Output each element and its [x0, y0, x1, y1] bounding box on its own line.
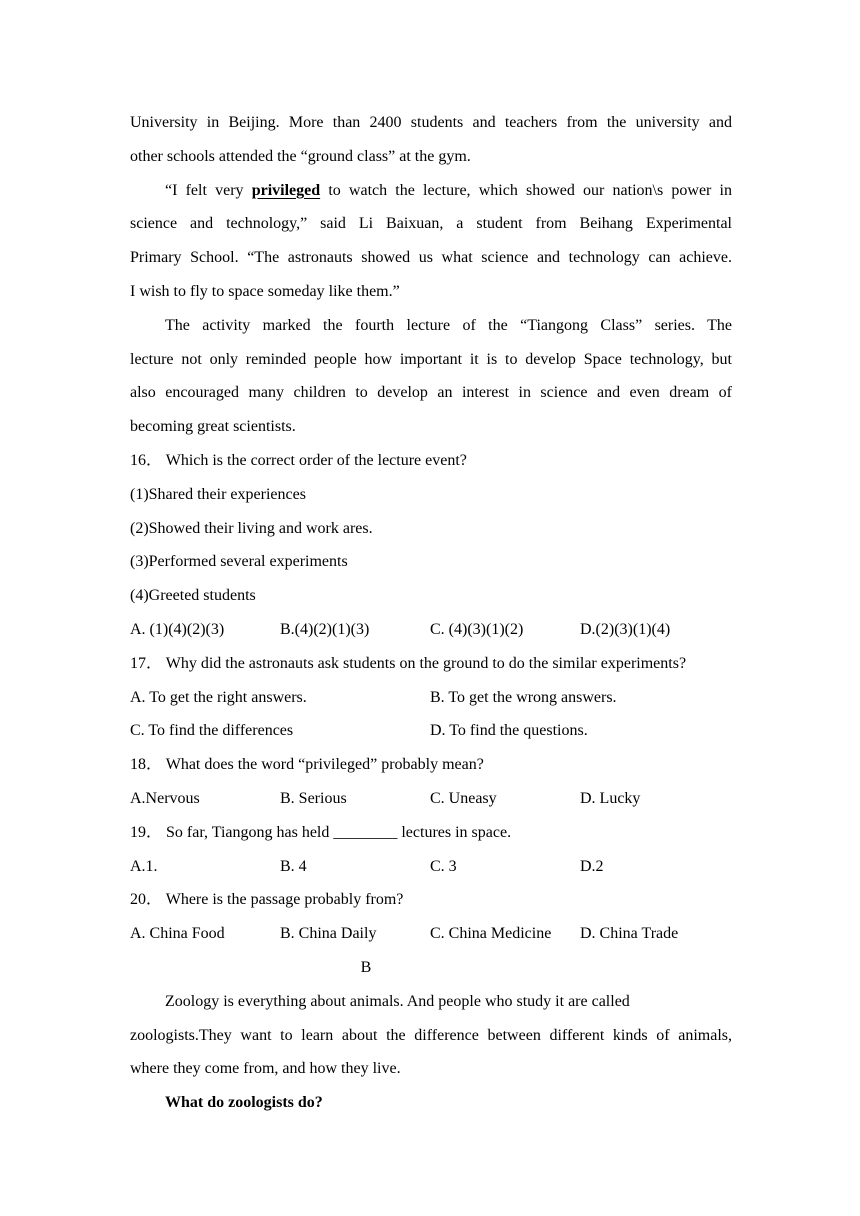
paragraph-line: University in Beijing. More than 2400 students and teachers from the university and [130, 114, 732, 131]
document-body [130, 106, 732, 1120]
paragraph-line: Zoology is everything about animals. And people who study it are called [165, 992, 630, 1010]
paragraph-line: I wish to fly to space someday like them.” [130, 282, 400, 300]
paragraph-line: Primary School. “The astronauts showed us what science and technology can achieve. [130, 249, 732, 267]
option-a: A.Nervous [130, 789, 200, 807]
quote-paragraph-line [130, 174, 732, 208]
option-b: B. China Daily [280, 925, 377, 943]
option-d: D. Lucky [580, 789, 641, 807]
paragraph-line: zoologists.They want to learn about the difference between different kinds of animals, [130, 1026, 732, 1044]
option-b: B. 4 [280, 857, 307, 875]
paragraph-line: where they come from, and how they live. [130, 1060, 401, 1078]
option-d: D. To find the questions. [430, 722, 588, 740]
question-16-item: (4)Greeted students [130, 587, 256, 605]
question-16-options [130, 613, 732, 647]
question-19-stem: 19． So far, Tiangong has held ________ lectures in space. [130, 823, 512, 841]
question-20-stem: 20． Where is the passage probably from? [130, 891, 404, 909]
paragraph-line: lecture not only reminded people how important it is to develop Space technology, but [130, 350, 732, 368]
question-16-item: (3)Performed several experiments [130, 553, 348, 571]
paragraph-line: also encouraged many children to develop an interest in science and even dream of [130, 384, 732, 402]
paragraph-line: becoming great scientists. [130, 418, 296, 436]
option-c: C. Uneasy [430, 789, 497, 807]
option-b: B. Serious [280, 789, 347, 807]
quote-text: “I felt very [165, 181, 252, 199]
question-17-stem: 17． Why did the astronauts ask students on the ground to do the similar experiments? [130, 654, 687, 672]
question-19-options [130, 850, 732, 884]
option-d: D. China Trade [580, 925, 679, 943]
question-17-options-row1 [130, 681, 732, 715]
paragraph-line: science and technology,” said Li Baixuan, a student from Beihang Experimental [130, 215, 732, 233]
option-d: D.(2)(3)(1)(4) [580, 620, 671, 638]
option-c: C. To find the differences [130, 722, 294, 740]
option-d: D.2 [580, 857, 604, 875]
option-c: C. (4)(3)(1)(2) [430, 620, 524, 638]
option-b: B.(4)(2)(1)(3) [280, 620, 370, 638]
option-c: C. 3 [430, 857, 457, 875]
subheading: What do zoologists do? [165, 1094, 323, 1112]
option-a: A. China Food [130, 925, 225, 943]
option-b: B. To get the wrong answers. [430, 688, 617, 706]
question-16-item: (2)Showed their living and work ares. [130, 519, 373, 537]
option-a: A.1. [130, 857, 158, 875]
option-a: A. To get the right answers. [130, 688, 307, 706]
question-16-item: (1)Shared their experiences [130, 485, 306, 503]
question-17-options-row2 [130, 714, 732, 748]
question-18-stem: 18． What does the word “privileged” probably mean? [130, 756, 484, 774]
quote-text: to watch the lecture, which showed our nation\s power in [320, 181, 732, 199]
question-20-options [130, 917, 732, 951]
section-heading: B [360, 958, 372, 976]
highlighted-word: privileged [251, 181, 321, 199]
option-c: C. China Medicine [430, 925, 552, 943]
paragraph-line: other schools attended the “ground class” at the gym. [130, 147, 471, 165]
question-16-stem: 16． Which is the correct order of the lecture event? [130, 451, 467, 469]
option-a: A. (1)(4)(2)(3) [130, 620, 225, 638]
question-18-options [130, 782, 732, 816]
paragraph-line: The activity marked the fourth lecture of the “Tiangong Class” series. The [165, 316, 732, 334]
